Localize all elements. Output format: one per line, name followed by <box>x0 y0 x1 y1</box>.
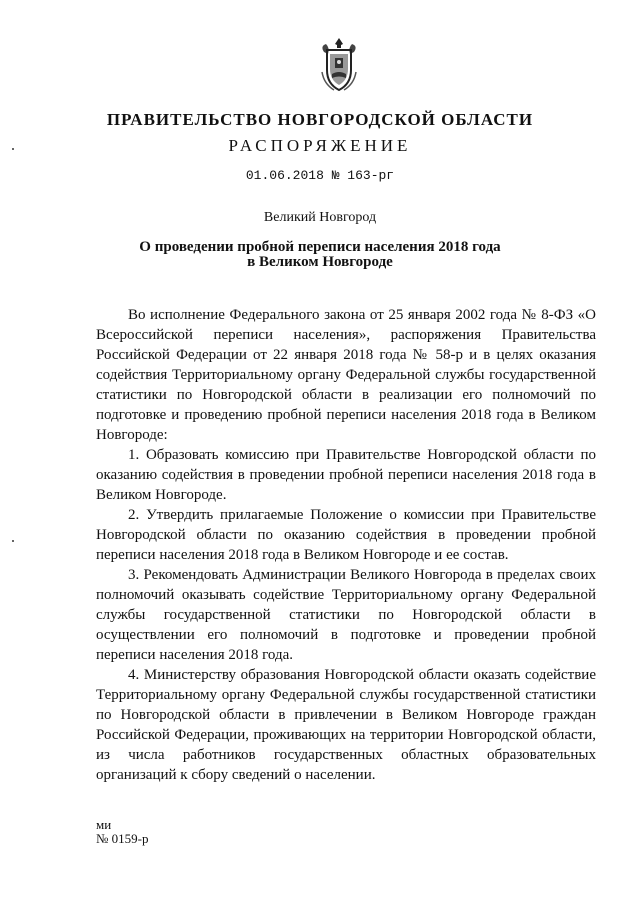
document-type: РАСПОРЯЖЕНИЕ <box>228 136 412 155</box>
document-subject <box>0 240 640 270</box>
scan-mark <box>12 540 14 542</box>
government-title: ПРАВИТЕЛЬСТВО НОВГОРОДСКОЙ ОБЛАСТИ <box>106 110 534 129</box>
registry-number: № 0159-р <box>96 831 149 846</box>
clause-paragraph: 2. Утвердить прилагаемые Положение о комиссии при Правительстве Новгородской области по оказанию содействия в проведении пробной переписи населения 2018 года в Великом Новгороде и ее состав. <box>96 507 596 563</box>
document-body <box>96 305 596 785</box>
date-and-number: 01.06.2018 № 163-рг <box>245 168 395 183</box>
footer-registry <box>96 818 148 846</box>
clause-paragraph: 4. Министерству образования Новгородской области оказать содействие Территориальному органу Федеральной службы государственной статистики по Новгородской области в привлечении в Великом Новгороде граждан Российской Федерации, проживающих на территории Новгородской области, из числа работников государственных областных образовательных организаций к сбору сведений о населении. <box>96 667 596 783</box>
preamble-paragraph: Во исполнение Федерального закона от 25 января 2002 года № 8-ФЗ «О Всероссийской переписи населения», распоряжения Правительства Российской Федерации от 22 января 2018 года № 58-р и в целях оказания содействия Территориальному органу Федеральной службы государственной статистики по Новгородской области в реализации его полномочий по подготовке и проведению пробной переписи населения 2018 года в Великом Новгороде: <box>96 307 596 443</box>
clause-paragraph: 3. Рекомендовать Администрации Великого Новгорода в пределах своих полномочий оказывать содействие Территориальному органу Федеральной службы государственной статистики по Новгородской области в осуществлении его полномочий в подготовке и проведении пробной переписи населения 2018 года. <box>96 567 596 663</box>
coat-of-arms-icon <box>316 36 362 92</box>
clause-paragraph: 1. Образовать комиссию при Правительстве Новгородской области по оказанию содействия в проведении пробной переписи населения 2018 года в Великом Новгороде. <box>96 447 596 503</box>
issue-city: Великий Новгород <box>263 210 377 225</box>
scan-mark <box>12 148 14 150</box>
executor-initials: ми <box>96 817 112 832</box>
subject-line: О проведении пробной переписи населения 2018 года <box>139 239 501 255</box>
subject-line: в Великом Новгороде <box>247 254 393 270</box>
